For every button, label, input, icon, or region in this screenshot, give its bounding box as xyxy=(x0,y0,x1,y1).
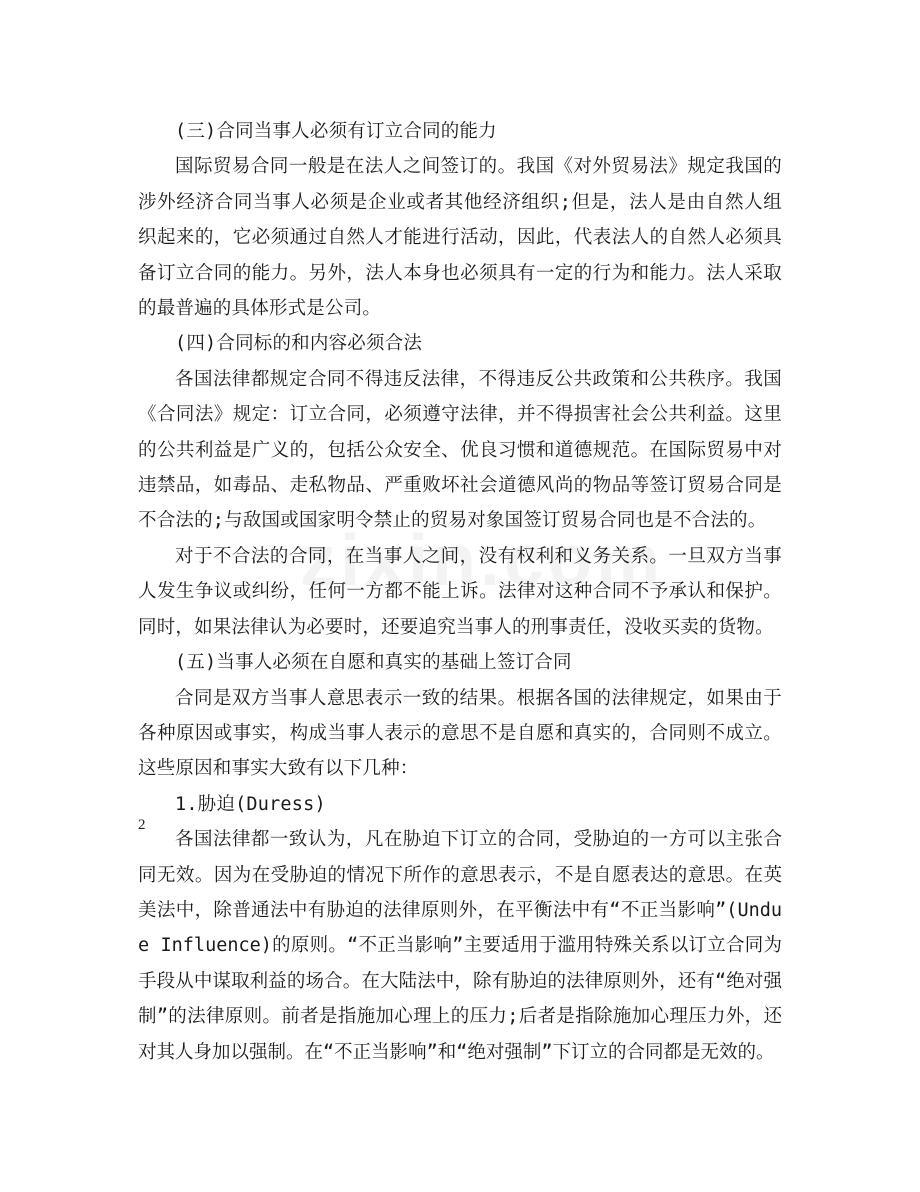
paragraph: 合同是双方当事人意思表示一致的结果。根据各国的法律规定，如果由于各种原因或事实，构成当事人表示的意思不是自愿和真实的，合同则不成立。这些原因和事实大致有以下几种： xyxy=(138,687,782,780)
section-heading-4: (四)合同标的和内容必须合法 xyxy=(175,333,423,355)
page-number: 2 xyxy=(138,817,146,833)
body-text xyxy=(138,114,782,1070)
paragraph: 各国法律都规定合同不得违反法律，不得违反公共政策和公共秩序。我国《合同法》规定：订立合同，必须遵守法律，并不得损害社会公共利益。这里的公共利益是广义的，包括公众安全、优良习惯和道德规范。在国际贸易中对违禁品，如毒品、走私物品、严重败坏社会道德风尚的物品等签订贸易合同是不合法的;与敌国或国家明令禁止的贸易对象国签订贸易合同也是不合法的。 xyxy=(138,368,782,532)
paragraph: 各国法律都一致认为，凡在胁迫下订立的合同，受胁迫的一方可以主张合同无效。因为在受胁迫的情况下所作的意思表示，不是自愿表达的意思。在英美法中，除普通法中有胁迫的法律原则外，在平衡法中有“不正当影响”(Undue Influence)的原则。“不正当影响”主要适用于滥用特殊关系以订立合同为手段从中谋取利益的场合。在大陆法中，除有胁迫的法律原则外，还有“绝对强制”的法律原则。前者是指施加心理上的压力;后者是指除施加心理压力外，还对其人身加以强制。在“不正当影响”和“绝对强制”下订立的合同都是无效的。 xyxy=(138,829,782,1063)
subheading-duress: 1.胁迫(Duress) xyxy=(175,793,326,815)
section-heading-3: (三)合同当事人必须有订立合同的能力 xyxy=(175,121,497,142)
section-heading-5: (五)当事人必须在自愿和真实的基础上签订合同 xyxy=(175,652,572,674)
paragraph: 国际贸易合同一般是在法人之间签订的。我国《对外贸易法》规定我国的涉外经济合同当事人必须是企业或者其他经济组织;但是，法人是由自然人组织起来的，它必须通过自然人才能进行活动，因此，代表法人的自然人必须具备订立合同的能力。另外，法人本身也必须具有一定的行为和能力。法人采取的最普遍的具体形式是公司。 xyxy=(138,156,782,320)
paragraph: 对于不合法的合同，在当事人之间，没有权利和义务关系。一旦双方当事人发生争议或纠纷，任何一方都不能上诉。法律对这种合同不予承认和保护。同时，如果法律认为必要时，还要追究当事人的刑事责任，没收买卖的货物。 xyxy=(138,545,782,638)
